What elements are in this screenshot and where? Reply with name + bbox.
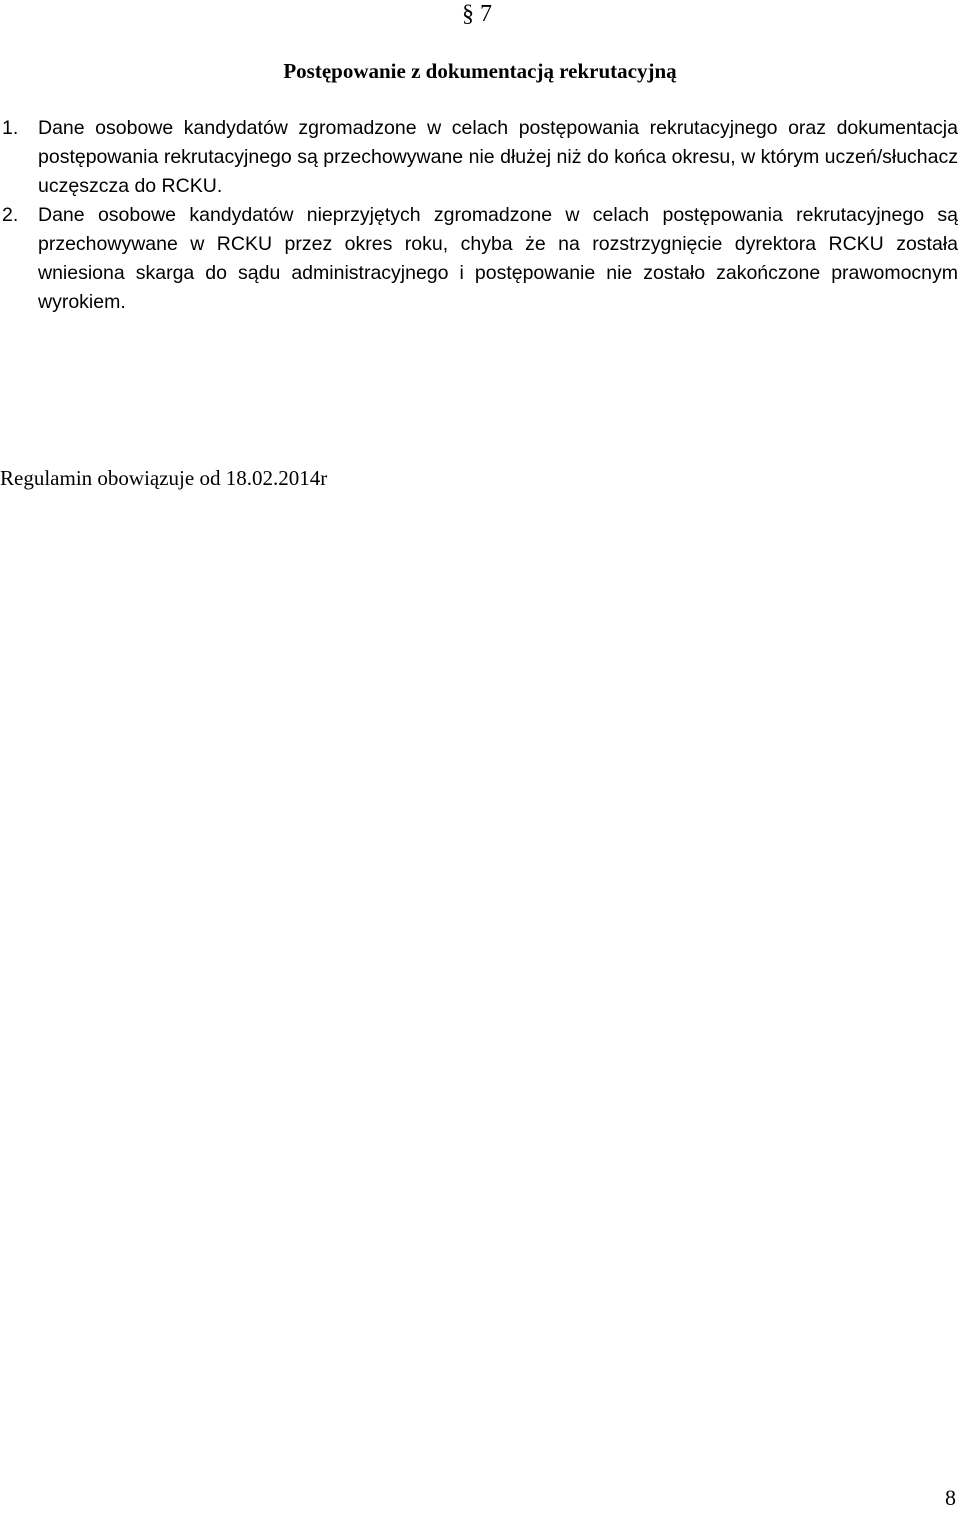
rule-text: Dane osobowe kandydatów nieprzyjętych zgromadzone w celach postępowania rekrutacyjnego są przechowywane w RCKU przez okres roku, chyba że na rozstrzygnięcie dyrektora RCKU została wniesiona skarga do sądu administracyjnego i postępowanie nie zostało zakończone prawomocnym wyrokiem. <box>38 204 958 313</box>
rule-list <box>0 114 958 317</box>
page-number: 8 <box>945 1485 956 1510</box>
rule-text: Dane osobowe kandydatów zgromadzone w celach postępowania rekrutacyjnego oraz dokumentacja postępowania rekrutacyjnego są przechowywane nie dłużej niż do końca okresu, w którym uczeń/słuchacz uczęszcza do RCKU. <box>38 117 958 197</box>
section-mark: § 7 <box>462 1 492 27</box>
rule-item-2 <box>0 201 958 317</box>
rule-number: 2. <box>2 204 19 226</box>
rule-number: 1. <box>2 117 19 139</box>
rule-item-1 <box>0 114 958 201</box>
validity-note: Regulamin obowiązuje od 18.02.2014r <box>0 466 328 490</box>
document-title: Postępowanie z dokumentacją rekrutacyjną <box>283 59 677 83</box>
